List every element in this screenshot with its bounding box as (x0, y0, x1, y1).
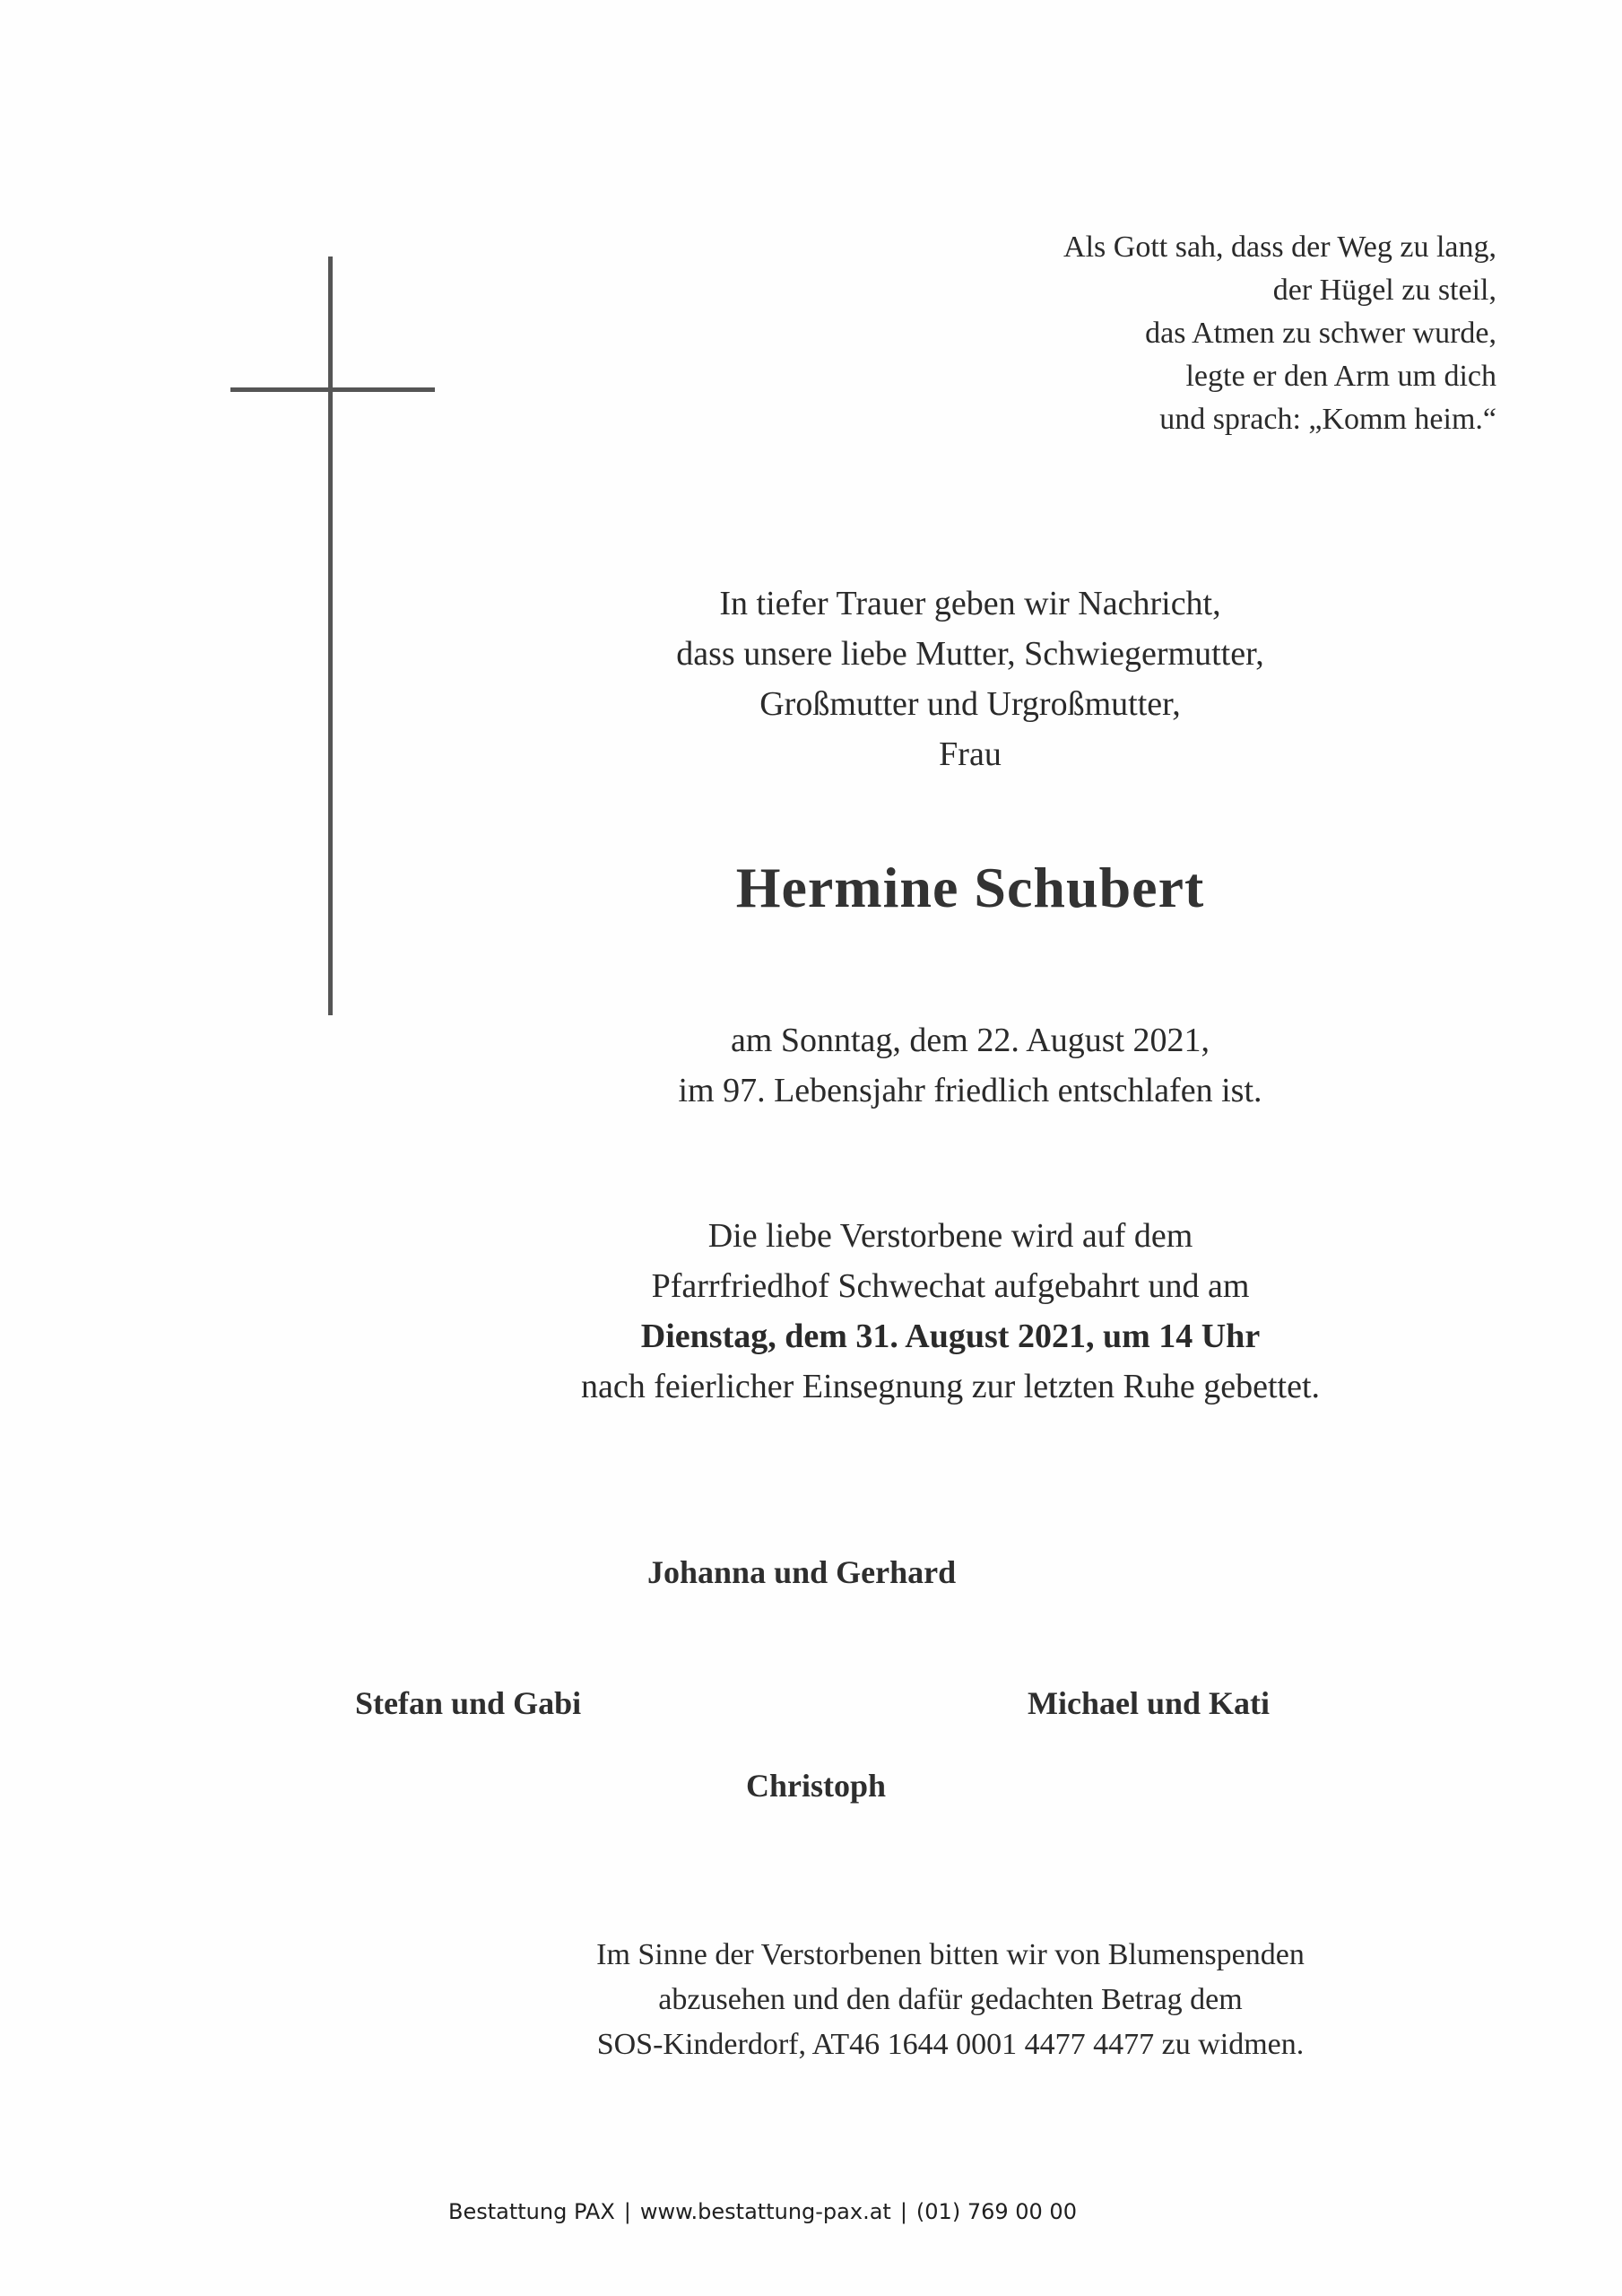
cross-icon (328, 257, 333, 1015)
donation-line: abzusehen und den dafür gedachten Betrag dem (658, 1983, 1243, 2016)
announcement-line: Frau (939, 735, 1002, 773)
mourner-name: Stefan und Gabi (355, 1685, 582, 1721)
footer-website: www.bestattung-pax.at (639, 2199, 891, 2224)
mourner-name: Christoph (746, 1768, 887, 1804)
funeral-datetime: Dienstag, dem 31. August 2021, um 14 Uhr (640, 1318, 1261, 1355)
funeral-details (448, 1211, 1453, 1412)
death-date (450, 1015, 1490, 1116)
footer-separator: | (623, 2199, 631, 2224)
deceased-name: Hermine Schubert (735, 856, 1205, 919)
poem-line: und sprach: „Komm heim.“ (1159, 403, 1496, 436)
mourner-name: Johanna und Gerhard (647, 1554, 957, 1590)
donation-request (448, 1933, 1453, 2067)
poem-line: der Hügel zu steil, (1272, 274, 1496, 307)
announcement-line: dass unsere liebe Mutter, Schwiegermutter, (676, 635, 1264, 673)
announcement-line: In tiefer Trauer geben wir Nachricht, (719, 585, 1221, 622)
funeral-line: Pfarrfriedhof Schwechat aufgebahrt und am (651, 1267, 1250, 1305)
cross-icon-crossbar (230, 387, 435, 392)
poem-line: Als Gott sah, dass der Weg zu lang, (1063, 230, 1496, 264)
funeral-line: Die liebe Verstorbene wird auf dem (707, 1217, 1193, 1255)
donation-line: SOS-Kinderdorf, AT46 1644 0001 4477 4477 zu widmen. (596, 2028, 1305, 2061)
footer (448, 2199, 1560, 2224)
footer-company: Bestattung PAX (448, 2199, 615, 2224)
death-line: am Sonntag, dem 22. August 2021, (730, 1022, 1210, 1059)
death-line: im 97. Lebensjahr friedlich entschlafen ist. (678, 1072, 1262, 1109)
poem-line: legte er den Arm um dich (1185, 360, 1496, 393)
footer-separator: | (899, 2199, 907, 2224)
donation-line: Im Sinne der Verstorbenen bitten wir von Blumenspenden (596, 1938, 1305, 1971)
footer-phone: (01) 769 00 00 (915, 2199, 1077, 2224)
poem-line: das Atmen zu schwer wurde, (1145, 317, 1496, 350)
mourner-name: Michael und Kati (1028, 1685, 1271, 1721)
announcement-line: Großmutter und Urgroßmutter, (759, 685, 1181, 723)
poem (869, 226, 1496, 441)
announcement (450, 578, 1490, 779)
funeral-line: nach feierlicher Einsegnung zur letzten Ruhe gebettet. (580, 1368, 1321, 1405)
